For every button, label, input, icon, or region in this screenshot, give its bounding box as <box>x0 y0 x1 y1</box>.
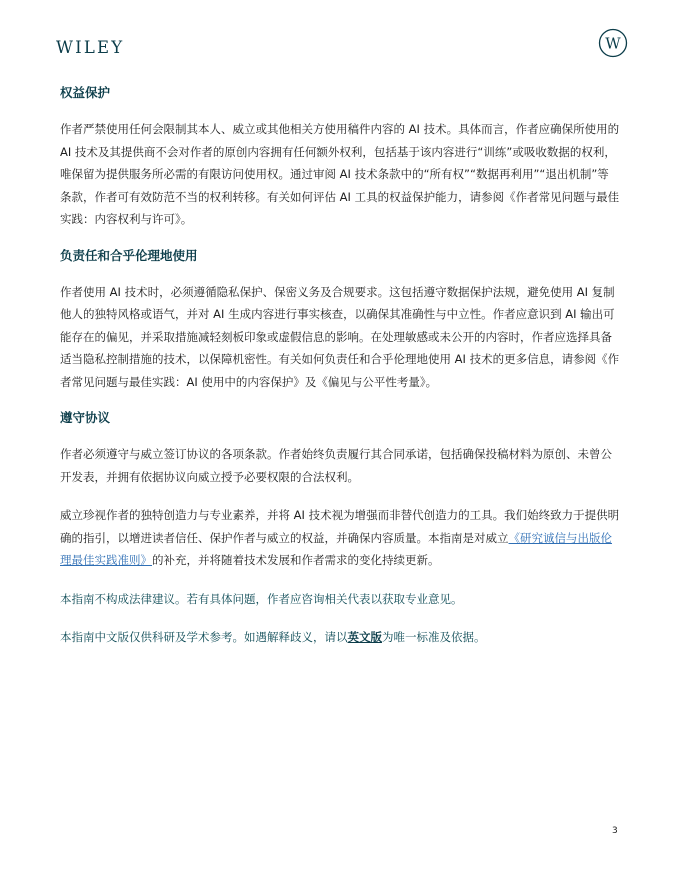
ethics-guidelines-link[interactable]: 《研究诚信与出版伦理最佳实践准则》 <box>60 530 612 567</box>
section-paragraph-compliance: 作者必须遵守与威立签订协议的各项条款。作者始终负责履行其合同承诺，包括确保投稿材料为原创、未曾公开发表，并拥有依据协议向威立授予必要权限的合法权利。 <box>60 447 612 484</box>
translation-note-after: 为唯一标准及依据。 <box>382 630 486 644</box>
emblem-letter: W <box>605 34 621 53</box>
translation-note <box>60 626 620 649</box>
translation-note-before: 本指南中文版仅供科研及学术参考。如遇解释歧义，请以 <box>60 630 348 644</box>
legal-disclaimer: 本指南不构成法律建议。若有具体问题，作者应咨询相关代表以获取专业意见。 <box>60 591 463 606</box>
main-content <box>60 84 620 649</box>
section-paragraph-responsible-use: 作者使用 AI 技术时，必须遵循隐私保护、保密义务及合规要求。这包括遵守数据保护法规，避免使用 AI 复制他人的独特风格或语气，并对 AI 生成内容进行事实核查，以确保其准确性与中立性。作者应意识到 AI 输出可能存在的偏见，并采取措施减轻刻板印象或虚假信息的影响。在处理敏感或未公开的内容时，作者应选择具备适当隐私控制措施的技术，以保障机密性。有关如何负责任和合乎伦理地使用 AI 技术的更多信息，请参阅《作者常见问题与最佳实践：AI 使用中的内容保护》及《偏见与公平性考量》。 <box>60 284 620 389</box>
english-version-link[interactable]: 英文版 <box>347 630 382 644</box>
closing-text-before: 威立珍视作者的独特创造力与专业素养，并将 AI 技术视为增强而非替代创造力的工具。我们始终致力于提供明确的指引，以增进读者信任、保护作者与威立的权益，并确保内容质量。本指南是对威立 <box>60 508 620 545</box>
page-number: 3 <box>612 826 618 836</box>
section-heading-compliance: 遵守协议 <box>60 410 111 425</box>
wiley-emblem-icon <box>598 28 628 58</box>
section-heading-responsible-use: 负责任和合乎伦理地使用 <box>60 247 198 263</box>
section-heading-rights-protection: 权益保护 <box>60 85 111 100</box>
section-paragraph-rights-protection: 作者严禁使用任何会限制其本人、威立或其他相关方使用稿件内容的 AI 技术。具体而言，作者应确保所使用的 AI 技术及其提供商不会对作者的原创内容拥有任何额外权利，包括基于该内容进行“训练”或吸收数据的权利，唯保留为提供服务所必需的有限访问使用权。通过审阅 AI 技术条款中的“所有权”“数据再利用”“退出机制”等条款，作者可有效防范不当的权利转移。有关如何评估 AI 工具的权益保护能力，请参阅《作者常见问题与最佳实践：内容权利与许可》。 <box>60 122 620 226</box>
wiley-logo: WILEY <box>56 38 125 57</box>
closing-paragraph <box>60 504 620 572</box>
closing-text-after: 的补充，并将随着技术发展和作者需求的变化持续更新。 <box>152 553 440 567</box>
